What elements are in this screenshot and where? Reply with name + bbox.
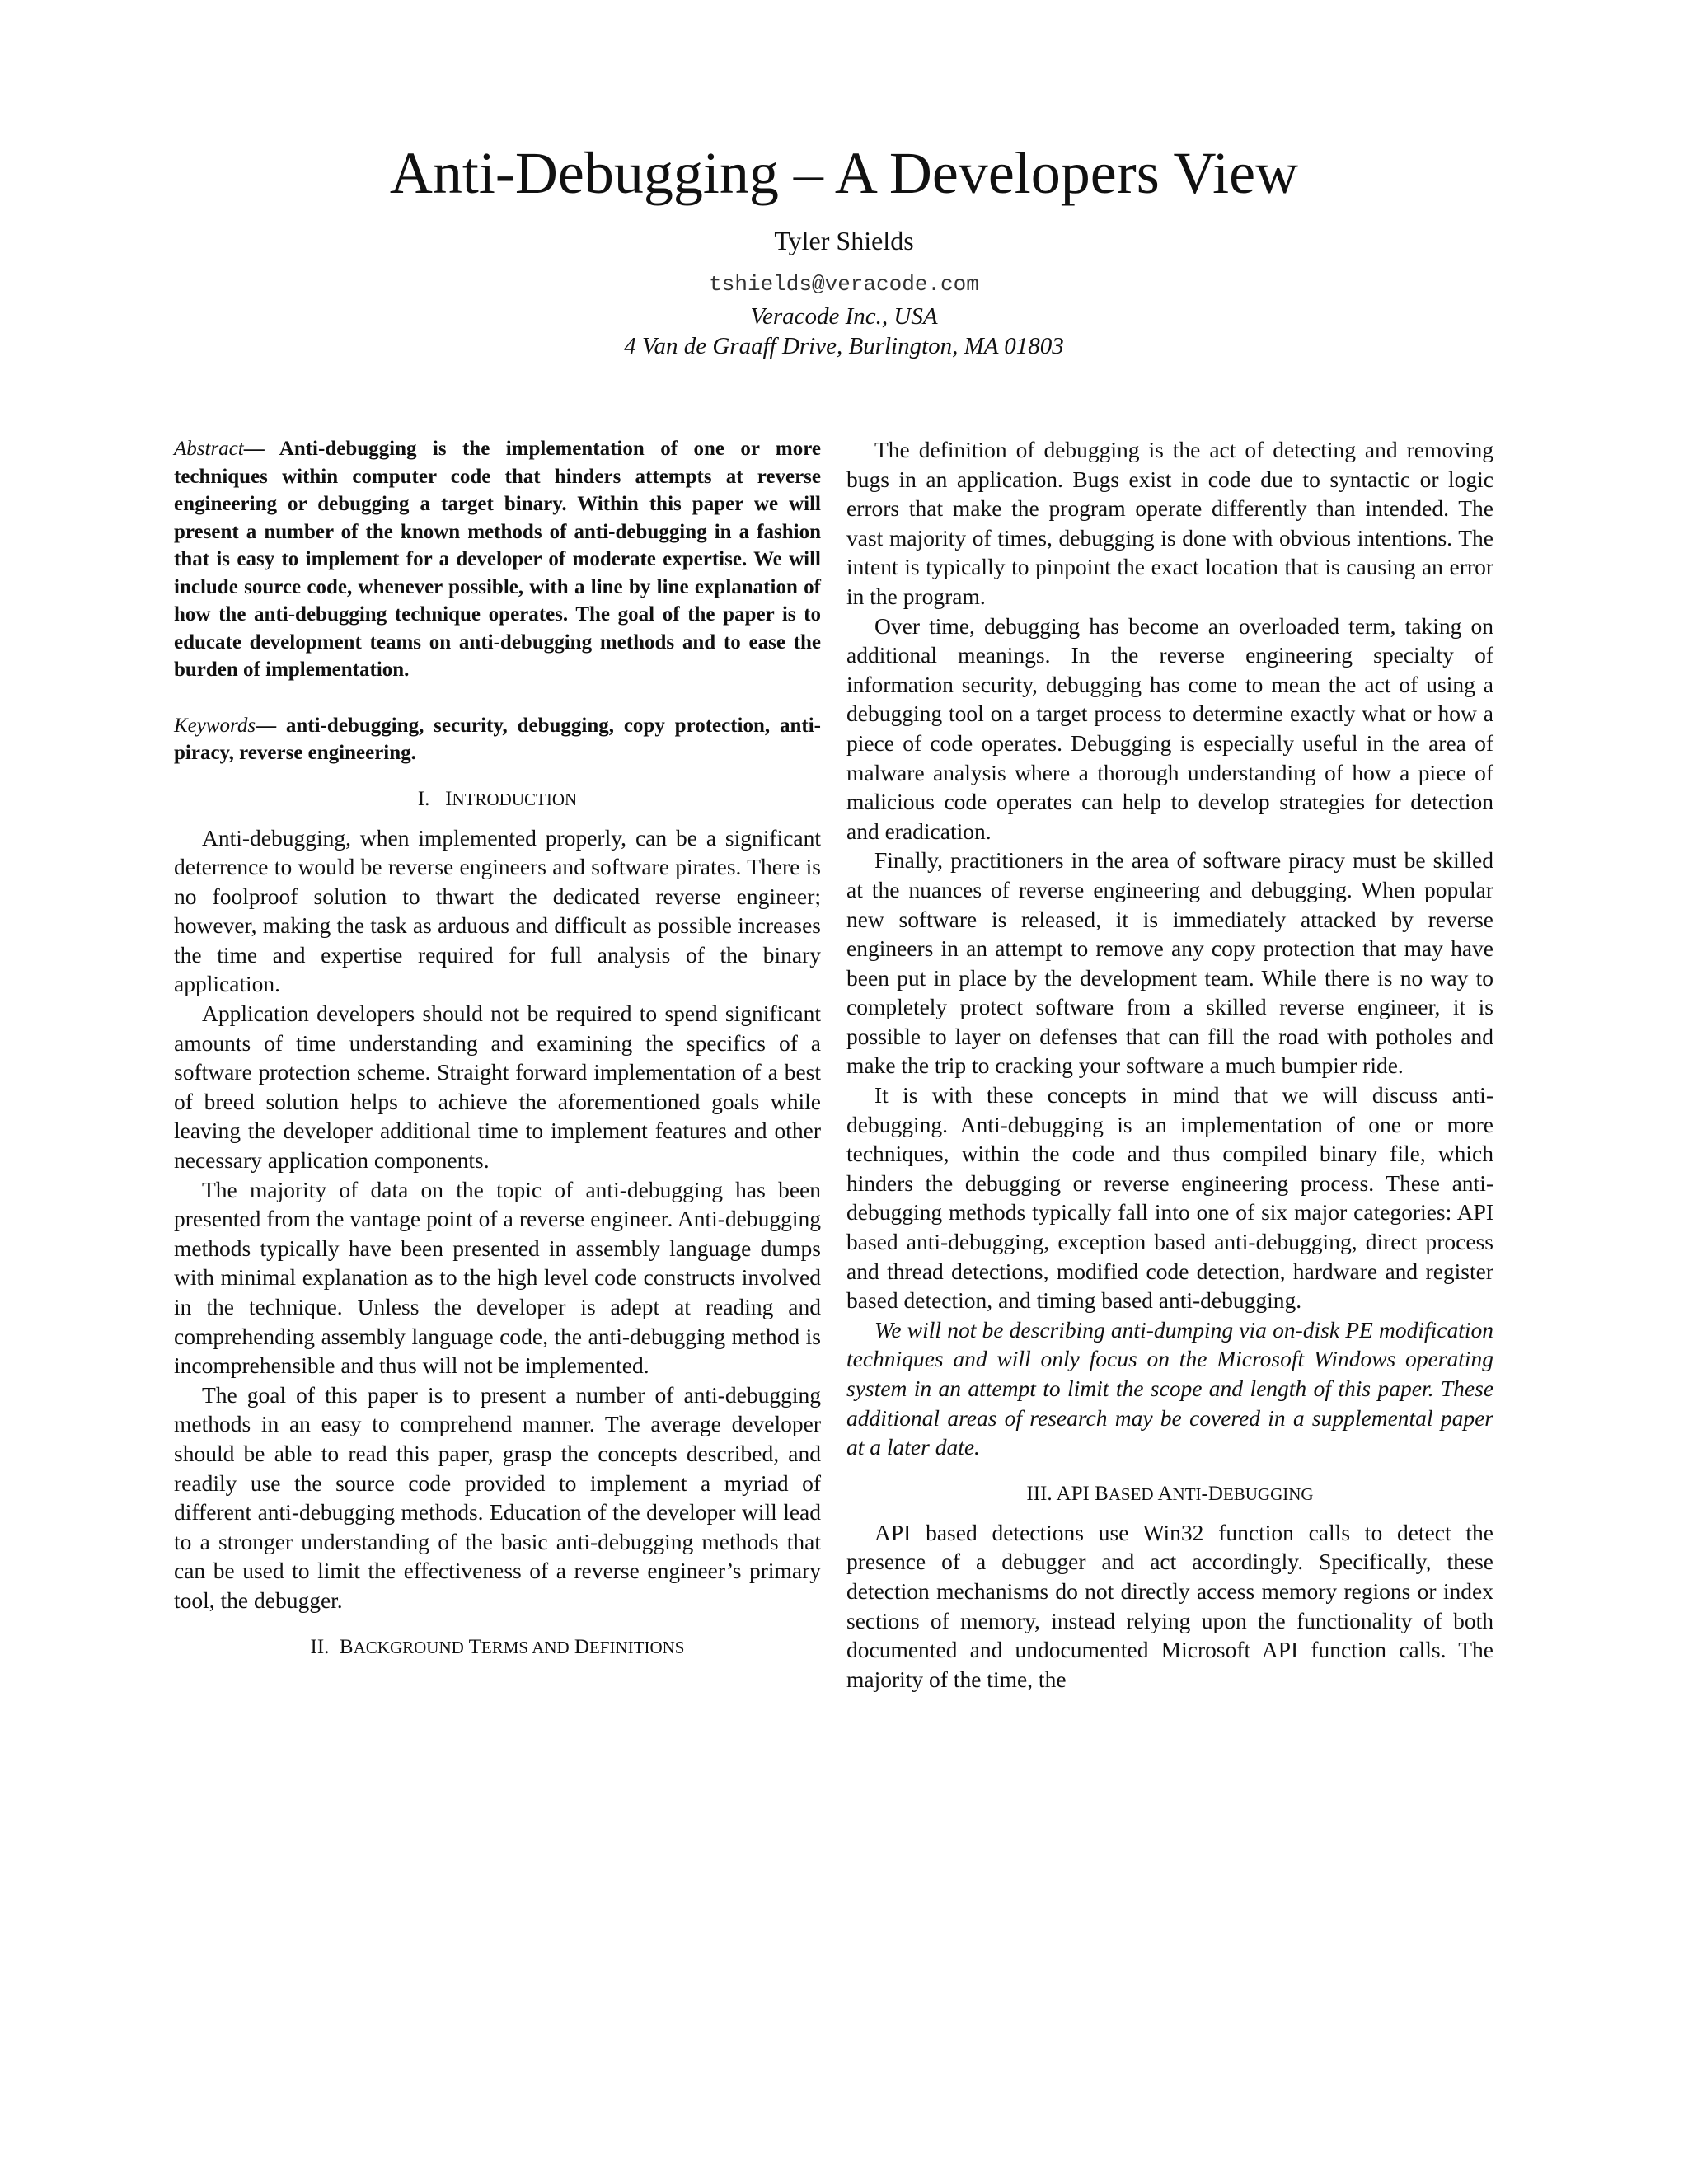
paragraph: Finally, practitioners in the area of software piracy must be skilled at the nuances of reverse engineering and debugging. When popular new software is released, it is immediately attacked by reverse engineers in an attempt to remove any copy protection that may have been put in place by the development team. While there is no way to completely protect software from a skilled reverse engineer, it is possible to layer on defenses that can fill the road with potholes and make the trip to cracking your software a much bumpier ride.: [846, 847, 1493, 1079]
paragraph: Application developers should not be required to spend significant amounts of time understanding and examining the specifics of a software protection scheme. Straight forward implementation of a best of breed solution helps to achieve the aforementioned goals while leaving the developer additional time to implement features and other necessary application components.: [174, 1001, 821, 1174]
paragraph: The goal of this paper is to present a number of anti-debugging methods in an easy to comprehend manner. The average developer should be able to read this paper, grasp the concepts described, and readily use the source code provided to implement a myriad of different anti-debugging methods. Education of the developer will lead to a stronger understanding of the basic anti-debugging methods that can be used to limit the effectiveness of a reverse engineer’s primary tool, the debugger.: [174, 1381, 821, 1613]
abstract-label: Abstract: [174, 438, 244, 460]
paragraph: The definition of debugging is the act of detecting and removing bugs in an application. Bugs exist in code due to syntactic or logic errors that make the program operate differently than intended. The vast majority of times, debugging is done with obvious intentions. The intent is typically to pinpoint the exact location that is causing an error in the program.: [846, 437, 1493, 609]
right-column: [846, 435, 1493, 1694]
paper-title: Anti-Debugging – A Developers View: [389, 140, 1299, 206]
paragraph: It is with these concepts in mind that we will discuss anti-debugging. Anti-debugging is an implementation of one or more techniques, within the code and thus compiled binary file, which hinders the debugging or reverse engineering process. These anti-debugging methods typically fall into one of six major categories: API based anti-debugging, exception based anti-debugging, direct process and thread detections, modified code detection, hardware and register based detection, and timing based anti-debugging.: [846, 1082, 1493, 1314]
abstract: [174, 435, 821, 684]
author-affiliation: Veracode Inc., USA: [750, 303, 938, 330]
section-heading-background: II. BACKGROUND TERMS AND DEFINITIONS: [310, 1635, 685, 1658]
author-address: 4 Van de Graaff Drive, Burlington, MA 01803: [624, 333, 1064, 359]
abstract-dash: —: [243, 438, 265, 460]
left-column: [174, 435, 821, 1671]
paragraph: The majority of data on the topic of anti-debugging has been presented from the vantage point of a reverse engineer. Anti-debugging methods typically have been presented in assembly language dumps with minimal explanation as to the high level code constructs involved in the technique. Unless the developer is adept at reading and comprehending assembly language code, the anti-debugging method is incomprehensible and thus will not be implemented.: [174, 1176, 821, 1379]
scope-note-paragraph: We will not be describing anti-dumping via on-disk PE modification techniques and will only focus on the Microsoft Windows operating system in an attempt to limit the scope and length of this paper. These additional areas of research may be covered in a supplemental paper at a later date.: [846, 1316, 1493, 1460]
paragraph: Over time, debugging has become an overloaded term, taking on additional meanings. In the reverse engineering specialty of information security, debugging has come to mean the act of using a debugging tool on a target process to determine exactly what or how a piece of code operates. Debugging is especially useful in the area of malware analysis where a thorough understanding of how a piece of malicious code operates can help to develop strategies for detection and eradication.: [846, 612, 1493, 844]
paragraph: Anti-debugging, when implemented properly, can be a significant deterrence to would be reverse engineers and software pirates. There is no foolproof solution to thwart the dedicated reverse engineer; however, making the task as arduous and difficult as possible increases the time and expertise required for full analysis of the binary application.: [174, 824, 821, 997]
keywords-dash: —: [256, 714, 277, 737]
author-name: Tyler Shields: [774, 226, 914, 255]
section-heading-introduction: I. INTRODUCTION: [417, 787, 578, 810]
keywords-text: anti-debugging, security, debugging, copy protection, anti-piracy, reverse engineering.: [174, 714, 821, 764]
keywords-label: Keywords: [174, 714, 256, 737]
section-heading-api-based: III. API BASED ANTI-DEBUGGING: [1026, 1482, 1314, 1505]
keywords: [174, 712, 821, 767]
abstract-text: Anti-debugging is the implementation of one or more techniques within computer code that hinders attempts at reverse engineering or debugging a target binary. Within this paper we will present a number of the known methods of anti-debugging in a fashion that is easy to implement for a developer of moderate expertise. We will include source code, whenever possible, with a line by line explanation of how the anti-debugging technique operates. The goal of the paper is to educate development teams on anti-debugging methods and to ease the burden of implementation.: [174, 438, 821, 681]
author-email: tshields@veracode.com: [709, 272, 979, 297]
paragraph: API based detections use Win32 function calls to detect the presence of a debugger and act accordingly. Specifically, these detection mechanisms do not directly access memory regions or index sections of memory, instead relying upon the functionality of both documented and undocumented Microsoft API function calls. The majority of the time, the: [846, 1519, 1493, 1692]
